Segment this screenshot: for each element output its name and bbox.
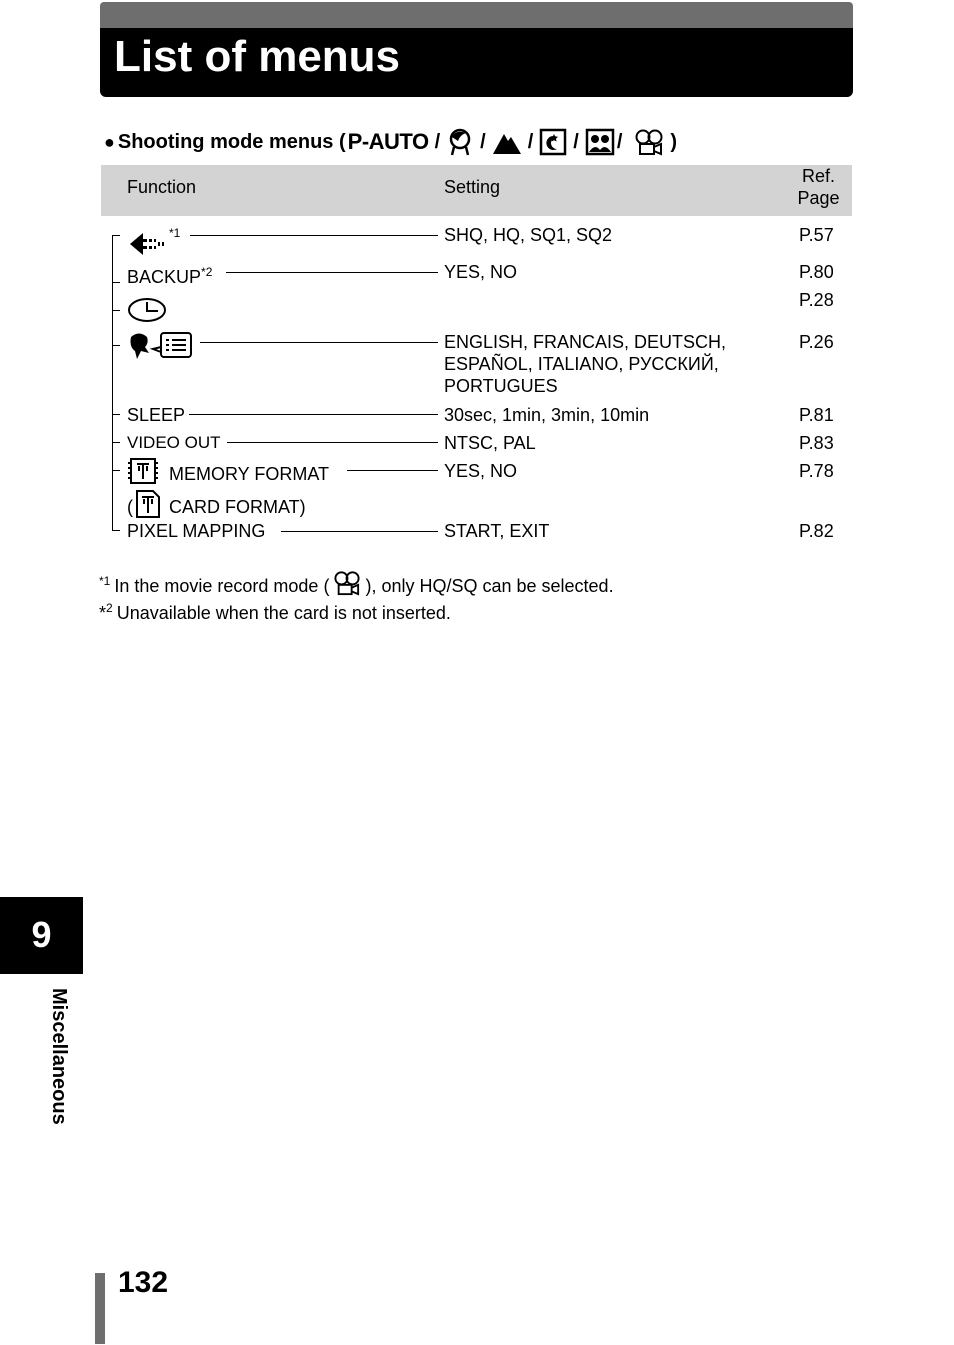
leader-line [190, 235, 438, 236]
table-row-setting: START, EXIT [444, 521, 550, 541]
section-heading-text: Shooting mode menus ( [117, 130, 346, 153]
section-heading-close: ) [670, 130, 678, 153]
movie-icon [634, 128, 664, 156]
footnote-text: ), only HQ/SQ can be selected. [365, 575, 614, 596]
footnote-mark: *1 [99, 574, 111, 588]
footnote-mark-prefix: * [99, 603, 107, 623]
separator: / [480, 130, 486, 153]
table-row-ref: P.26 [799, 332, 834, 352]
separator: / [616, 130, 623, 153]
tree-tick [112, 414, 120, 415]
footnote-mark: *1 [169, 226, 181, 240]
section-heading [104, 127, 677, 157]
table-row-ref: P.57 [799, 225, 834, 245]
column-header-function: Function [127, 177, 197, 197]
table-row-ref: P.80 [799, 262, 834, 282]
leader-line [226, 272, 438, 273]
footnote-mark: 2 [106, 601, 113, 615]
footnote-text: In the movie record mode ( [114, 575, 330, 596]
table-row-function: PIXEL MAPPING [127, 521, 266, 541]
page-title: List of menus [114, 32, 401, 81]
table-row-setting: 30sec, 1min, 3min, 10min [444, 405, 650, 425]
page-number-bar [95, 1273, 105, 1344]
table-row-ref: P.78 [799, 461, 834, 481]
card-format-icon [135, 489, 161, 524]
table-row-function [127, 222, 180, 264]
menu-tree-bracket [112, 235, 113, 531]
table-row-ref: P.81 [799, 405, 834, 425]
leader-line [281, 531, 438, 532]
tree-tick [112, 530, 120, 531]
header-band [100, 2, 853, 28]
table-row-function [127, 261, 212, 288]
table-row-setting: YES, NO [444, 262, 518, 282]
chapter-number: 9 [31, 914, 52, 955]
function-label: CARD FORMAT) [169, 496, 306, 517]
table-row-ref: P.83 [799, 433, 834, 453]
tree-tick [112, 310, 120, 311]
leader-line [189, 414, 438, 415]
tree-tick [112, 282, 120, 283]
table-row-function: VIDEO OUT [127, 433, 221, 452]
separator: / [573, 130, 579, 153]
language-icon [127, 345, 195, 365]
clock-icon [127, 307, 167, 327]
tree-tick [112, 470, 120, 471]
table-header [101, 165, 852, 216]
table-row-setting: ENGLISH, FRANCAIS, DEUTSCH, ESPAÑOL, ITALIANO, РУССКИЙ, PORTUGUES [444, 332, 727, 396]
function-label: BACKUP [127, 267, 202, 287]
p-auto-label: P-AUTO [347, 129, 429, 154]
table-row-setting: YES, NO [444, 461, 518, 481]
separator: / [527, 130, 534, 153]
tree-tick [112, 345, 120, 346]
image-quality-icon [127, 229, 169, 264]
separator: / [434, 130, 441, 153]
footnote-2 [99, 597, 451, 624]
table-row-function [127, 297, 167, 328]
tree-tick [112, 235, 120, 236]
column-header-ref-page: Ref. Page [797, 166, 840, 208]
table-row-ref: P.28 [799, 290, 834, 310]
open-paren: ( [127, 496, 133, 517]
leader-line [200, 342, 438, 343]
table-row-setting: SHQ, HQ, SQ1, SQ2 [444, 225, 613, 245]
leader-line [347, 470, 438, 471]
night-scene-icon [539, 128, 567, 156]
table-row-setting: NTSC, PAL [444, 433, 536, 453]
tree-tick [112, 442, 120, 443]
footnote-text: Unavailable when the card is not inserted. [116, 603, 451, 623]
self-portrait-icon [585, 128, 615, 156]
landscape-icon [492, 129, 522, 155]
leader-line [227, 442, 438, 443]
table-row-function [127, 331, 195, 366]
table-row-function [127, 489, 306, 524]
memory-format-icon [127, 457, 159, 490]
table-row-function [127, 457, 329, 490]
chapter-label: Miscellaneous [48, 988, 70, 1125]
table-row-function: SLEEP [127, 405, 186, 425]
portrait-icon [446, 127, 474, 157]
function-label: MEMORY FORMAT [169, 463, 330, 484]
table-row-ref: P.82 [799, 521, 834, 541]
column-header-setting: Setting [444, 177, 501, 197]
page-number: 132 [118, 1266, 169, 1299]
footnote-mark: *2 [201, 265, 213, 279]
bullet-icon: ● [104, 131, 115, 152]
